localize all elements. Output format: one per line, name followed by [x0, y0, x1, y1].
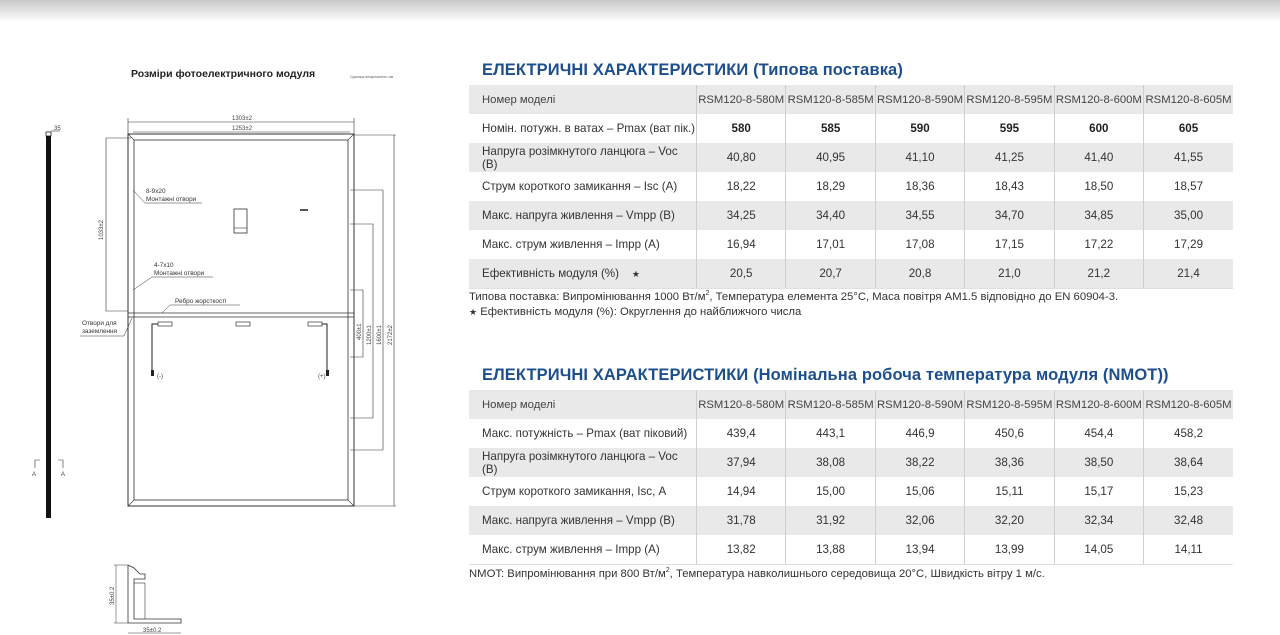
- cell-value: 38,36: [965, 448, 1054, 477]
- cell-value: 41,25: [965, 143, 1054, 172]
- stc-conditions-note: [469, 290, 1118, 303]
- model-col: RSM120-8-605M: [1144, 390, 1233, 419]
- table-row-voc: [469, 143, 1233, 172]
- cell-value: 458,2: [1144, 419, 1233, 448]
- row-label: Макс. струм живлення – Impp (А): [482, 238, 660, 251]
- table-row-voc: [469, 448, 1233, 477]
- cell-value: 17,29: [1144, 230, 1233, 259]
- cell-value: 450,6: [965, 419, 1054, 448]
- cell-value: 580: [697, 114, 786, 143]
- note-text: Типова поставка: Випромінювання 1000 Вт/м: [469, 290, 706, 303]
- model-col: RSM120-8-580M: [697, 390, 786, 419]
- model-col: RSM120-8-585M: [786, 85, 875, 114]
- outer-width-dim: 1303±2: [232, 116, 252, 122]
- cell-value: 18,43: [965, 172, 1054, 201]
- cell-value: 32,06: [875, 506, 964, 535]
- cell-value: 34,70: [965, 201, 1054, 230]
- cell-value: 18,29: [786, 172, 875, 201]
- cell-value: 14,11: [1144, 535, 1233, 565]
- row-label: Напруга розімкнутого ланцюга – Voc (В): [469, 448, 697, 477]
- model-col: RSM120-8-595M: [965, 390, 1054, 419]
- cell-value: 585: [786, 114, 875, 143]
- callout-holes-8: 8-9x20: [146, 188, 166, 195]
- cell-value: 35,00: [1144, 201, 1233, 230]
- cell-value: 31,78: [697, 506, 786, 535]
- cell-value: 17,01: [786, 230, 875, 259]
- table-row-efficiency: [469, 259, 1233, 289]
- cell-value: 20,7: [786, 259, 875, 289]
- cell-value: 34,55: [875, 201, 964, 230]
- row-label: Струм короткого замикання, Isc, А: [482, 485, 667, 498]
- cell-value: 38,22: [875, 448, 964, 477]
- cell-value: 34,40: [786, 201, 875, 230]
- nmot-spec-table: [469, 390, 1233, 565]
- cell-value: 41,40: [1054, 143, 1143, 172]
- cell-value: 15,06: [875, 477, 964, 506]
- row-label: Макс. напруга живлення – Vmpp (В): [469, 506, 697, 535]
- cell-value: 41,10: [875, 143, 964, 172]
- callout-holes-8-label: Монтажні отвори: [146, 196, 197, 203]
- cell-value: 605: [1144, 114, 1233, 143]
- model-col: RSM120-8-590M: [875, 390, 964, 419]
- table-row-vmpp: [469, 506, 1233, 535]
- row-label: Напруга розімкнутого ланцюга – Voc (В): [469, 143, 697, 172]
- note-text: Ефективність модуля (%): Округлення до найближчого числа: [477, 306, 802, 318]
- drawing-title: Розміри фотоелектричного модуля: [131, 68, 316, 80]
- cell-value: 15,17: [1054, 477, 1143, 506]
- callout-holes-4-label: Монтажні отвори: [154, 270, 205, 277]
- plus-terminal-label: (+): [318, 374, 326, 380]
- cell-value: 17,08: [875, 230, 964, 259]
- cell-value: 13,82: [697, 535, 786, 565]
- header-label: Номер моделі: [469, 85, 697, 114]
- cell-value: 439,4: [697, 419, 786, 448]
- note-text: , Температура елемента 25°C, Маса повітря AM1.5 відповідно до EN 60904-3.: [709, 290, 1119, 303]
- profile-height-dim: 35±0.2: [110, 586, 116, 605]
- efficiency-footnote: [469, 306, 801, 318]
- callout-grounding-1: Отвори для: [82, 320, 117, 327]
- star-icon: ★: [469, 307, 478, 317]
- cell-value: 14,05: [1054, 535, 1143, 565]
- cell-value: 15,23: [1144, 477, 1233, 506]
- stc-section-title: ЕЛЕКТРИЧНІ ХАРАКТЕРИСТИКИ (Типова поставка): [482, 61, 903, 79]
- right-dimensions: [350, 135, 396, 506]
- nmot-conditions-note: [469, 567, 1045, 580]
- row-label: Струм короткого замикання – Isc (А): [482, 180, 678, 193]
- cell-value: 41,55: [1144, 143, 1233, 172]
- cell-value: 20,8: [875, 259, 964, 289]
- cell-value: 21,0: [965, 259, 1054, 289]
- cell-value: 17,22: [1054, 230, 1143, 259]
- dim-1600: 1600±1: [377, 325, 383, 345]
- model-col: RSM120-8-600M: [1054, 390, 1143, 419]
- cell-value: 20,5: [697, 259, 786, 289]
- cell-value: 454,4: [1054, 419, 1143, 448]
- row-label: Номін. потужн. в ватах – Pmax (ват пік.): [482, 122, 696, 135]
- cell-value: 13,88: [786, 535, 875, 565]
- row-label: [469, 259, 697, 289]
- cell-value: 17,15: [965, 230, 1054, 259]
- table-row-isc: [469, 172, 1233, 201]
- drawing-units-note: Одиниця вимірювання: мм: [350, 75, 394, 79]
- callout-rib: Ребро жорсткості: [175, 298, 227, 305]
- table-row-impp: [469, 230, 1233, 259]
- model-col: RSM120-8-585M: [786, 390, 875, 419]
- cell-value: 590: [875, 114, 964, 143]
- cell-value: 40,95: [786, 143, 875, 172]
- note-text: NMOT: Випромінювання при 800 Вт/м: [469, 567, 666, 580]
- minus-terminal-label: (-): [157, 374, 163, 380]
- dim-length: 2172±2: [388, 325, 394, 345]
- cell-value: 15,00: [786, 477, 875, 506]
- cell-value: 38,50: [1054, 448, 1143, 477]
- side-thickness-dim: 35: [54, 126, 61, 132]
- module-dimension-drawing: [0, 0, 460, 635]
- cell-value: 595: [965, 114, 1054, 143]
- left-dimensions: [99, 138, 131, 311]
- profile-width-dim: 35±0.2: [143, 628, 162, 634]
- note-text: , Температура навколишнього середовища 20°C, Швидкість вітру 1 м/с.: [669, 567, 1045, 580]
- model-col: RSM120-8-590M: [875, 85, 964, 114]
- row-label: Макс. напруга живлення – Vmpp (В): [469, 201, 697, 230]
- table-header-row: [469, 390, 1233, 419]
- cell-value: 18,57: [1144, 172, 1233, 201]
- cell-value: 443,1: [786, 419, 875, 448]
- table-row-impp: [469, 535, 1233, 565]
- frame-profile-section: [110, 565, 181, 634]
- cell-value: 34,25: [697, 201, 786, 230]
- cell-value: 13,99: [965, 535, 1054, 565]
- cell-value: 34,85: [1054, 201, 1143, 230]
- model-col: RSM120-8-595M: [965, 85, 1054, 114]
- model-col: RSM120-8-600M: [1054, 85, 1143, 114]
- inner-width-dim: 1253±2: [232, 126, 252, 132]
- note-sup: 2: [705, 290, 710, 297]
- cell-value: 21,2: [1054, 259, 1143, 289]
- section-a-right: A: [61, 472, 66, 478]
- callout-holes-4: 4-7x10: [154, 262, 174, 269]
- cell-value: 38,08: [786, 448, 875, 477]
- cell-value: 14,94: [697, 477, 786, 506]
- cell-value: 21,4: [1144, 259, 1233, 289]
- table-header-row: [469, 85, 1233, 114]
- cell-value: 40,80: [697, 143, 786, 172]
- side-profile: [32, 126, 65, 518]
- cell-value: 13,94: [875, 535, 964, 565]
- cell-value: 18,36: [875, 172, 964, 201]
- cell-value: 31,92: [786, 506, 875, 535]
- cell-value: 446,9: [875, 419, 964, 448]
- hole-distance-dim: 1033±2: [99, 220, 105, 240]
- cell-value: 18,22: [697, 172, 786, 201]
- cell-value: 15,11: [965, 477, 1054, 506]
- table-row-pmax: [469, 114, 1233, 143]
- width-dimensions: [128, 116, 354, 135]
- cell-value: 18,50: [1054, 172, 1143, 201]
- cell-value: 32,48: [1144, 506, 1233, 535]
- row-label-text: Ефективність модуля (%): [482, 267, 619, 280]
- dim-1200: 1200±1: [367, 325, 373, 345]
- callout-grounding-2: заземлення: [82, 328, 118, 335]
- table-row-pmax: [469, 419, 1233, 448]
- cell-value: 37,94: [697, 448, 786, 477]
- note-sup: 2: [665, 567, 670, 574]
- cell-value: 38,64: [1144, 448, 1233, 477]
- model-col: RSM120-8-605M: [1144, 85, 1233, 114]
- header-label: Номер моделі: [469, 390, 697, 419]
- cell-value: 600: [1054, 114, 1143, 143]
- nmot-section-title: ЕЛЕКТРИЧНІ ХАРАКТЕРИСТИКИ (Номінальна робоча температура модуля (NMOT)): [482, 366, 1169, 384]
- dim-400: 400±1: [357, 323, 363, 340]
- table-row-isc: [469, 477, 1233, 506]
- model-col: RSM120-8-580M: [697, 85, 786, 114]
- section-a-left: A: [32, 472, 37, 478]
- cell-value: 32,34: [1054, 506, 1143, 535]
- cell-value: 32,20: [965, 506, 1054, 535]
- cell-value: 16,94: [697, 230, 786, 259]
- star-icon: ★: [631, 269, 640, 279]
- row-label: Макс. потужність – Pmax (ват піковий): [482, 427, 688, 440]
- table-row-vmpp: [469, 201, 1233, 230]
- row-label: Макс. струм живлення – Impp (А): [469, 535, 697, 565]
- stc-spec-table: [469, 85, 1233, 289]
